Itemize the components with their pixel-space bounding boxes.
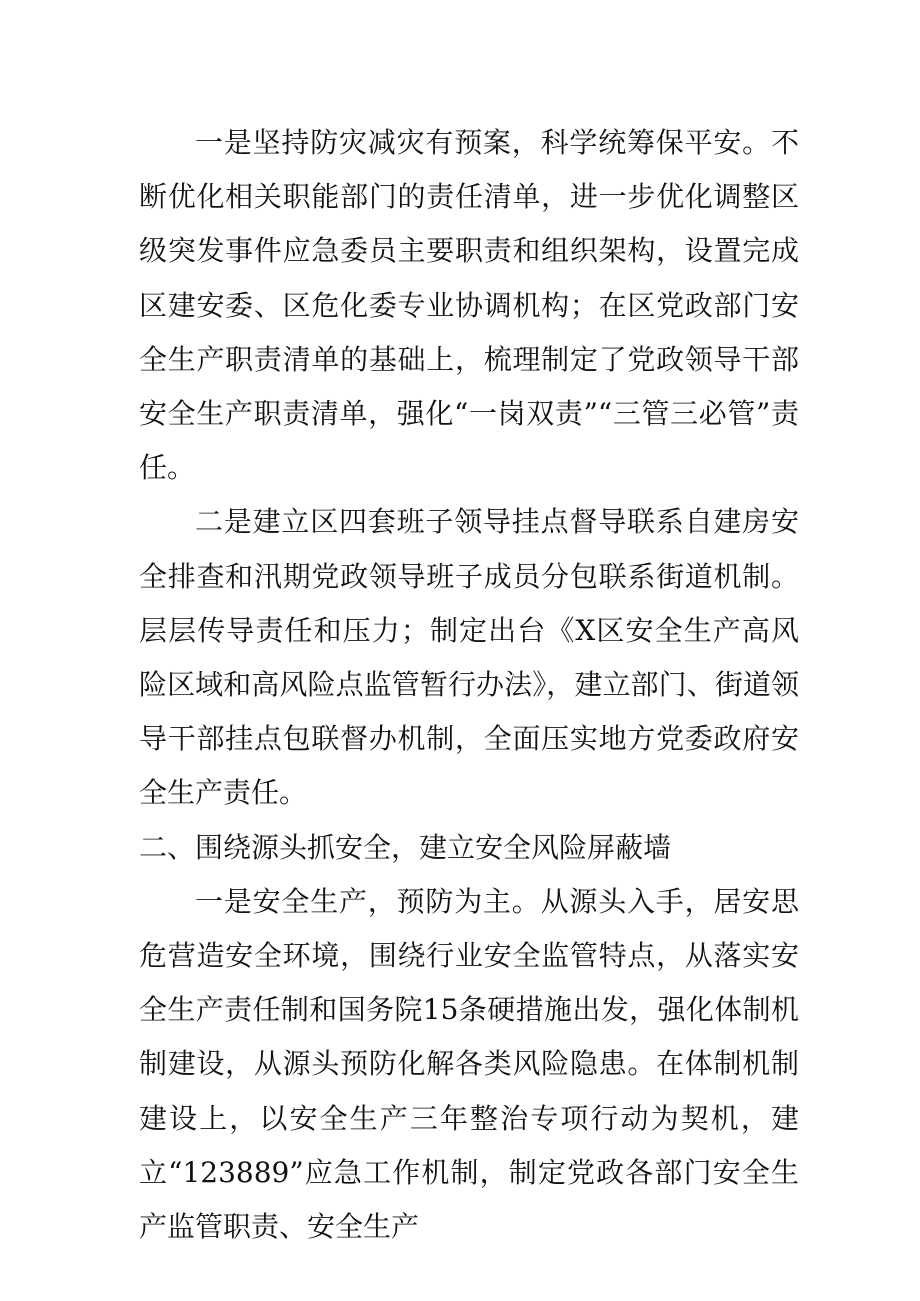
paragraph-disaster-prevention: 一是坚持防灾减灾有预案，科学统筹保平安。不断优化相关职能部门的责任清单，进一步优化调整区级突发事件应急委员主要职责和组织架构，设置完成区建安委、区危化委专业协调机构；在区党政部门安全生产职责清单的基础上，梳理制定了党政领导干部安全生产职责清单，强化“一岗双责”“三管三必管”责任。 [139, 126, 799, 485]
document-body [139, 116, 799, 1254]
section-heading-source-safety: 二、围绕源头抓安全，建立安全风险屏蔽墙 [139, 830, 672, 864]
paragraph-leadership-mechanism: 二是建立区四套班子领导挂点督导联系自建房安全排查和汛期党政领导班子成员分包联系街道机制。层层传导责任和压力；制定出台《X区安全生产高风险区域和高风险点监管暂行办法》，建立部门、街道领导干部挂点包联督办机制，全面压实地方党委政府安全生产责任。 [139, 505, 799, 810]
paragraph-safety-prevention: 一是安全生产，预防为主。从源头入手，居安思危营造安全环境，围绕行业安全监管特点，从落实安全生产责任制和国务院15条硬措施出发，强化体制机制建设，从源头预防化解各类风险隐患。在体制机制建设上，以安全生产三年整治专项行动为契机，建立“123889”应急工作机制，制定党政各部门安全生产监管职责、安全生产 [139, 884, 799, 1244]
